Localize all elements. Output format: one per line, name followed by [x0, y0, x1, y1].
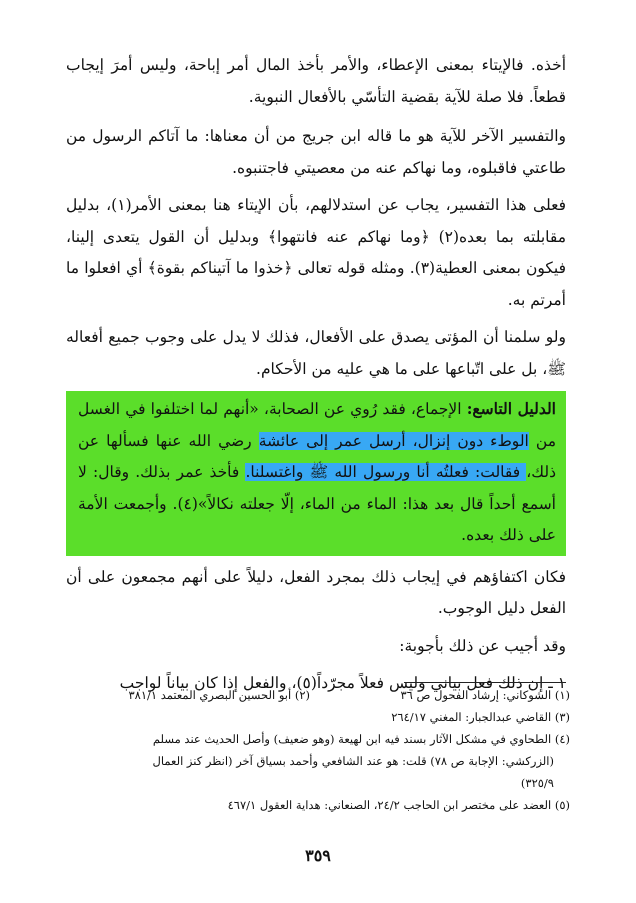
footnote-5: (٥) العضد على مختصر ابن الحاجب ٢٤/٢، الصنعاني: هداية العقول ٤٦٧/١ — [227, 798, 570, 812]
highlighted-paragraph — [66, 391, 566, 556]
paragraph-2: والتفسير الآخر للآية هو ما قاله ابن جريج من أن معناها: ما آتاكم الرسول من طاعتي فاقبلوه، وما نهاكم عنه من معصيتي فاجتنبوه. — [66, 127, 566, 177]
paragraph-6: وقد أجيب عن ذلك بأجوبة: — [399, 636, 566, 655]
highlight-text-2: رضي الله عنها فسألها عن ذلك، — [78, 431, 556, 481]
footnotes — [30, 684, 570, 816]
paragraph-7: ١ ـ إن ذلك فعل بياني وليس فعلاً مجرّداً(٥)، والفعل إذا كان بياناً لواجب — [119, 674, 566, 692]
paragraph-5: فكان اكتفاؤهم في إيجاب ذلك بمجرد الفعل، دليلاً على أنهم مجمعون على أن الفعل دليل الوجوب. — [66, 567, 566, 617]
footnote-4-end: ٣٢٥/٩) — [520, 776, 554, 790]
footnote-4: (٤) الطحاوي في مشكل الآثار بسند فيه ابن لهيعة (وهو ضعيف) وأصل الحديث عند مسلم — [152, 732, 570, 746]
paragraph-4: ولو سلمنا أن المؤتى يصدق على الأفعال، فذلك لا يدل على وجوب جميع أفعاله ﷺ، بل على اتّباعها على ما هي عليه من الأحكام. — [66, 328, 566, 378]
highlight-text-3: فأخذ عمر بذلك. وقال: لا أسمع أحداً قال بعد هذا: الماء من الماء، إلّا جعلته نكالاً»(٤). وأجمعت الأمة على ذلك بعده. — [78, 463, 556, 544]
main-text — [66, 50, 566, 706]
paragraph-1: أخذه. فالإيتاء بمعنى الإعطاء، والأمر بأخذ المال أمر إباحة، وليس أمرَ إيجاب قطعاً. فلا صلة للآية بقضية التأسّي بالأفعال النبوية. — [66, 56, 566, 106]
footnote-row — [30, 684, 570, 706]
blue-highlight-2: فقالت: فعلتُه أنا ورسول الله ﷺ واغتسلنا. — [245, 463, 527, 481]
footnote-3: (٣) القاضي عبدالجبار: المغني ٢٦٤/١٧ — [391, 710, 570, 724]
footnote-2: (٢) أبو الحسين البصري المعتمد ٣٨١/١ — [128, 688, 310, 702]
highlight-text-1: الإجماع، فقد رُوي عن الصحابة، «أنهم لما اختلفوا في الغسل من — [78, 400, 557, 450]
evidence-label: الدليل التاسع: — [466, 399, 556, 418]
paragraph-3: فعلى هذا التفسير، يجاب عن استدلالهم، بأن الإيتاء هنا بمعنى الأمر(١)، بدليل مقابلته بما بعده(٢) ﴿وما نهاكم عنه فانتهوا﴾ وبدليل أن القول يتعدى إلينا، فيكون بمعنى العطية(٣). ومثله قوله تعالى ﴿خذوا ما آتيناكم بقوة﴾ أي افعلوا ما أمرتم به. — [66, 196, 567, 309]
footnote-4-continued: (الزركشي: الإجابة ص ٧٨) قلت: هو عند الشافعي وأحمد بسياق آخر (انظر كنز العمال — [152, 754, 554, 768]
page-number: ٣٥٩ — [305, 846, 331, 865]
blue-highlight-1: الوطء دون إنزال، أرسل عمر إلى عائشة — [258, 431, 529, 450]
footnote-1: (١) الشوكاني: إرشاد الفحول ص ٣٦ — [400, 688, 570, 702]
footnote-separator — [404, 682, 566, 683]
